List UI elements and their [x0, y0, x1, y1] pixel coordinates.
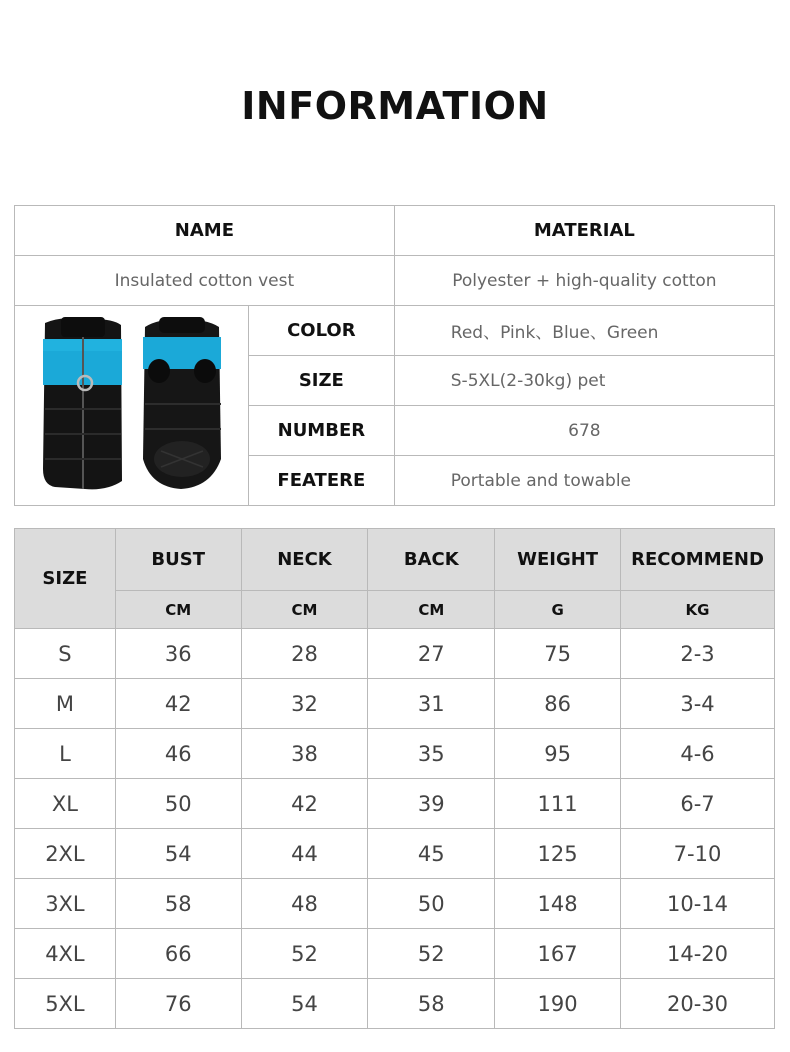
size-chart-cell-size: 3XL [15, 879, 116, 929]
vest-illustration [21, 309, 241, 499]
material-header: MATERIAL [394, 206, 774, 256]
table-row [15, 729, 775, 779]
table-row [15, 929, 775, 979]
size-chart-cell-recommend: 20-30 [621, 979, 775, 1029]
size-chart-cell-neck: 48 [241, 879, 368, 929]
size-chart-cell-back: 58 [368, 979, 495, 1029]
table-row [15, 779, 775, 829]
size-chart-cell-bust: 50 [115, 779, 241, 829]
size-chart-cell-bust: 46 [115, 729, 241, 779]
size-chart-cell-weight: 111 [495, 779, 621, 829]
size-chart-header-row [15, 529, 775, 591]
size-chart-cell-size: XL [15, 779, 116, 829]
size-chart-cell-back: 31 [368, 679, 495, 729]
size-chart-body [15, 629, 775, 1029]
table-row [15, 879, 775, 929]
back-header: BACK [368, 529, 495, 591]
size-chart-cell-back: 35 [368, 729, 495, 779]
size-chart-cell-neck: 32 [241, 679, 368, 729]
size-column-header: SIZE [15, 529, 116, 629]
table-row [15, 629, 775, 679]
size-chart-cell-bust: 66 [115, 929, 241, 979]
size-chart-cell-bust: 76 [115, 979, 241, 1029]
recommend-unit: KG [621, 591, 775, 629]
product-image [15, 306, 249, 506]
back-unit: CM [368, 591, 495, 629]
table-row [15, 829, 775, 879]
weight-unit: G [495, 591, 621, 629]
size-chart-cell-weight: 75 [495, 629, 621, 679]
number-label: NUMBER [248, 406, 394, 456]
size-chart-cell-size: S [15, 629, 116, 679]
weight-header: WEIGHT [495, 529, 621, 591]
size-chart-cell-bust: 54 [115, 829, 241, 879]
size-chart-cell-weight: 148 [495, 879, 621, 929]
feature-value: Portable and towable [394, 456, 774, 506]
size-chart-cell-bust: 42 [115, 679, 241, 729]
bust-unit: CM [115, 591, 241, 629]
size-chart-cell-neck: 54 [241, 979, 368, 1029]
size-chart-cell-weight: 86 [495, 679, 621, 729]
size-chart-cell-bust: 58 [115, 879, 241, 929]
neck-header: NECK [241, 529, 368, 591]
size-chart-cell-size: 2XL [15, 829, 116, 879]
size-chart-cell-size: 5XL [15, 979, 116, 1029]
neck-unit: CM [241, 591, 368, 629]
table-row [15, 979, 775, 1029]
size-chart-cell-recommend: 4-6 [621, 729, 775, 779]
size-chart-cell-size: L [15, 729, 116, 779]
size-chart-cell-weight: 167 [495, 929, 621, 979]
size-chart-cell-neck: 44 [241, 829, 368, 879]
size-chart-cell-weight: 190 [495, 979, 621, 1029]
recommend-header: RECOMMEND [621, 529, 775, 591]
feature-label: FEATERE [248, 456, 394, 506]
number-value: 678 [394, 406, 774, 456]
size-value: S-5XL(2-30kg) pet [394, 356, 774, 406]
name-header: NAME [15, 206, 395, 256]
size-chart-cell-back: 52 [368, 929, 495, 979]
size-chart-cell-size: 4XL [15, 929, 116, 979]
size-chart-cell-back: 45 [368, 829, 495, 879]
info-row-color [15, 306, 775, 356]
size-chart-cell-recommend: 6-7 [621, 779, 775, 829]
size-chart-cell-back: 27 [368, 629, 495, 679]
size-chart-cell-neck: 38 [241, 729, 368, 779]
info-value-row [15, 256, 775, 306]
size-chart-cell-weight: 125 [495, 829, 621, 879]
size-chart-cell-bust: 36 [115, 629, 241, 679]
size-chart-cell-recommend: 14-20 [621, 929, 775, 979]
size-chart-cell-weight: 95 [495, 729, 621, 779]
size-chart-cell-recommend: 2-3 [621, 629, 775, 679]
table-row [15, 679, 775, 729]
name-value: Insulated cotton vest [15, 256, 395, 306]
product-info-table [14, 205, 775, 506]
size-chart-cell-size: M [15, 679, 116, 729]
size-chart-cell-back: 39 [368, 779, 495, 829]
page-title: INFORMATION [241, 84, 549, 128]
size-chart-cell-neck: 52 [241, 929, 368, 979]
size-chart-unit-row [15, 591, 775, 629]
size-chart-cell-neck: 42 [241, 779, 368, 829]
size-chart-cell-recommend: 10-14 [621, 879, 775, 929]
size-chart-table [14, 528, 775, 1029]
vest-back [143, 317, 221, 489]
size-chart-cell-back: 50 [368, 879, 495, 929]
vest-front [43, 317, 122, 489]
size-label: SIZE [248, 356, 394, 406]
color-label: COLOR [248, 306, 394, 356]
color-value: Red、Pink、Blue、Green [394, 306, 774, 356]
bust-header: BUST [115, 529, 241, 591]
size-chart-cell-recommend: 3-4 [621, 679, 775, 729]
size-chart-cell-recommend: 7-10 [621, 829, 775, 879]
material-value: Polyester + high-quality cotton [394, 256, 774, 306]
size-chart-cell-neck: 28 [241, 629, 368, 679]
info-header-row [15, 206, 775, 256]
